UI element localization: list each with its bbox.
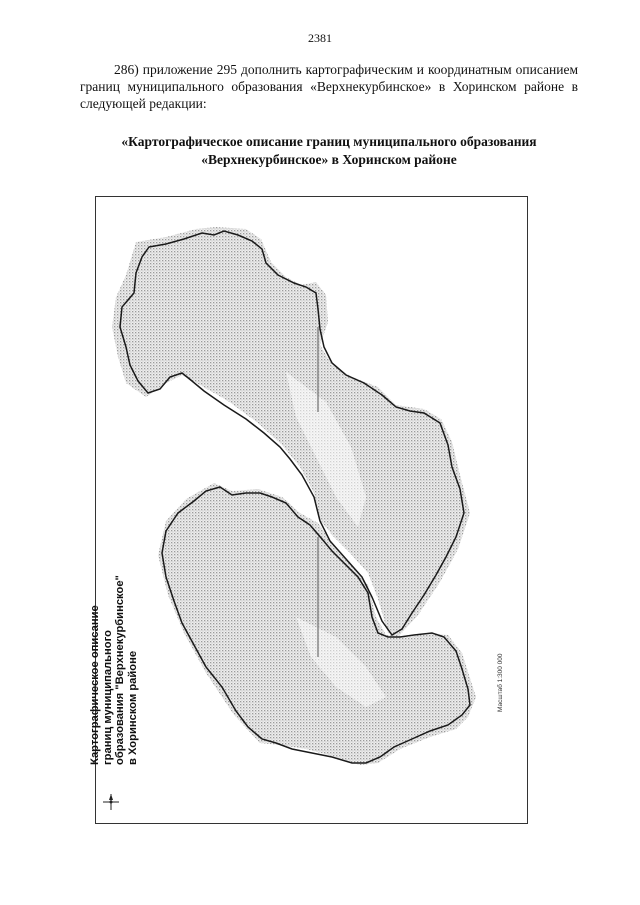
page-number: 2381 [308,31,332,45]
map-heading-line-1: «Картографическое описание границ муниципального образования [121,134,537,149]
map-heading [80,133,578,169]
legend-line-1: Картографическое описание [89,605,101,765]
map-frame [95,196,528,824]
map-legend [89,575,139,765]
boundary-map [96,197,528,824]
map-scale: Масштаб 1:300 000 [497,653,504,712]
map-heading-line-2: «Верхнекурбинское» в Хоринском районе [201,152,457,167]
legend-line-2: границ муниципального [101,630,114,765]
legend-line-3: образования "Верхнекурбинское" [114,575,127,765]
legend-line-4: в Хоринском районе [126,650,139,765]
intro-paragraph: 286) приложение 295 дополнить картографическим и координатным описанием границ муниципального образования «Верхнекурбинское» в Хоринском районе в следующей редакции: [80,62,578,111]
compass-rose-icon [102,793,120,811]
